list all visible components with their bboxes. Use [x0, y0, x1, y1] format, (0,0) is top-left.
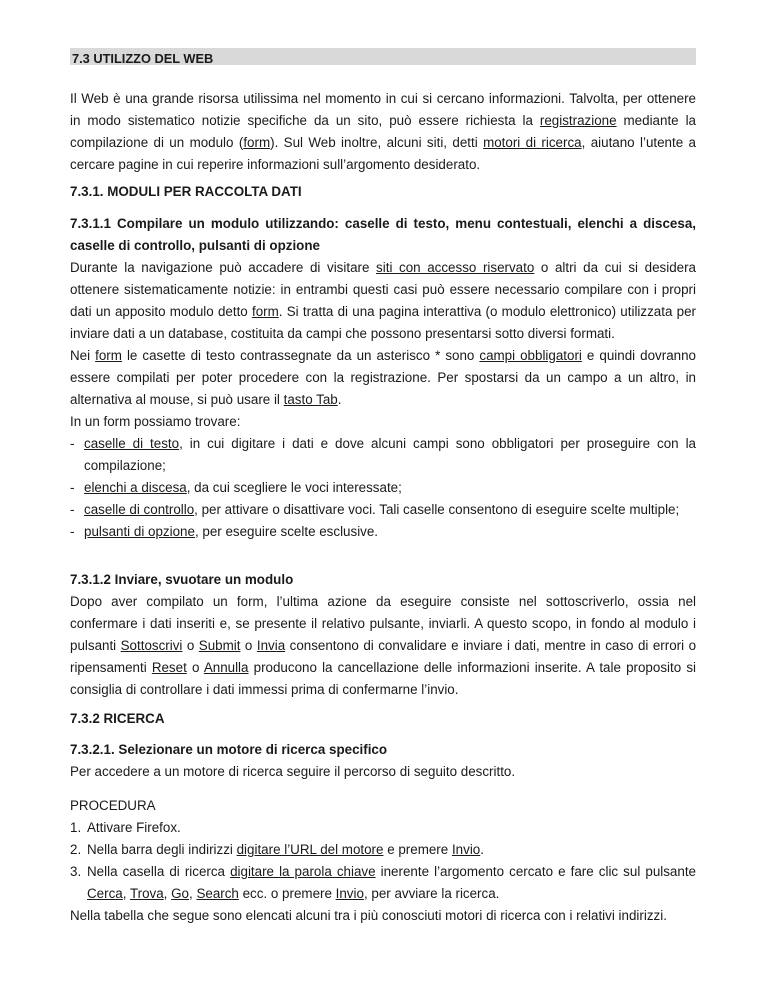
section-732 [70, 708, 696, 730]
key-invio: Invio [451, 842, 481, 857]
paragraph-7311-2 [70, 345, 696, 411]
button-name-submit: Submit [198, 638, 241, 653]
paragraph-7311-3: In un form possiamo trovare: [70, 414, 241, 429]
text: , per attivare o disattivare voci. Tali caselle consentono di eseguire scelte multiple; [194, 502, 680, 517]
intro-text: mediante la compilazione di un modulo ( [70, 113, 697, 150]
link-tasto-tab: tasto Tab [283, 392, 338, 407]
text: , per avviare la ricerca. [363, 886, 500, 901]
intro-text: , aiutano l’utente a cercare pagine in cui reperire informazioni sull’argomento desiderato. [70, 135, 696, 172]
list-dash: - [70, 480, 75, 495]
text: ecc. o premere [238, 886, 336, 901]
button-name-trova: Trova [129, 886, 164, 901]
procedure-label: PROCEDURA [70, 798, 156, 813]
text: , in cui digitare i dati e dove alcuni campi sono obbligatori per proseguire con la compilazione; [84, 436, 697, 473]
step-number: 3. [70, 864, 82, 879]
text: . [480, 842, 484, 857]
subheading-7312: 7.3.1.2 Inviare, svuotare un modulo [70, 572, 294, 587]
button-name-reset: Reset [151, 660, 187, 675]
step-number: 1. [70, 820, 82, 835]
text: , per eseguire scelte esclusive. [194, 524, 379, 539]
text: o altri da cui si desidera ottenere sistematicamente notizie: in entrambi questi casi può essere necessario compilare con i propri dati un apposito modulo detto [70, 260, 696, 319]
link-siti-accesso-riservato: siti con accesso riservato [376, 260, 535, 275]
subheading-7311: 7.3.1.1 Compilare un modulo utilizzando: caselle di testo, menu contestuali, elenchi a discesa, caselle di controllo, pulsanti di opzione [70, 216, 696, 253]
link-digitare-parola-chiave: digitare la parola chiave [230, 864, 376, 879]
text: producono la cancellazione delle informazioni inserite. A tale proposito si consiglia di controllare i dati immessi prima di confermarne l’invio. [70, 660, 696, 697]
link-form: form [95, 348, 122, 363]
paragraph-7311-1 [70, 257, 696, 345]
paragraph-7312 [70, 591, 696, 701]
section-7312 [70, 569, 696, 701]
list-item [70, 477, 696, 499]
section-7321 [70, 739, 696, 783]
text: inerente l’argomento cercato e fare clic sul pulsante [375, 864, 696, 879]
section-7311 [70, 213, 696, 543]
section-title-bar [70, 48, 696, 65]
link-campi-obbligatori: campi obbligatori [479, 348, 582, 363]
text: , [163, 886, 172, 901]
paragraph-7321: Per accedere a un motore di ricerca seguire il percorso di seguito descritto. [70, 764, 516, 779]
button-name-go: Go [171, 886, 189, 901]
text: , da cui scegliere le voci interessate; [186, 480, 402, 495]
button-name-invia: Invia [256, 638, 286, 653]
link-digitare-url: digitare l’URL del motore [236, 842, 384, 857]
text: Nei [70, 348, 96, 363]
text: , [189, 886, 197, 901]
procedure-step [70, 817, 696, 839]
intro-paragraph [70, 88, 696, 176]
paragraph-table-intro: Nella tabella che segue sono elencati alcuni tra i più conosciuti motori di ricerca con i relativi indirizzi. [70, 908, 667, 923]
heading-732: 7.3.2 RICERCA [70, 711, 165, 726]
intro-text: Il Web è una grande risorsa utilissima nel momento in cui si cercano informazioni. Talvolta, per ottenere in modo sistematico notizie specifiche da un sito, può essere richiesta la [70, 91, 696, 128]
text: e quindi dovranno essere compilati per poter procedere con la registrazione. Per spostarsi da un campo a un altro, in alternativa al mouse, si può usare il [70, 348, 696, 407]
subheading-7321: 7.3.2.1. Selezionare un motore di ricerca specifico [70, 742, 388, 757]
key-invio: Invio [335, 886, 364, 901]
section-title: 7.3 UTILIZZO DEL WEB [72, 51, 214, 66]
text: Nella casella di ricerca [87, 864, 231, 879]
text: o [182, 638, 199, 653]
list-item [70, 521, 696, 543]
link-motori-di-ricerca: motori di ricerca [483, 135, 582, 150]
text: consentono di convalidare e inviare i dati, mentre in caso di errori o ripensamenti [70, 638, 697, 675]
text: o [240, 638, 257, 653]
link-elenchi-a-discesa: elenchi a discesa [84, 480, 187, 495]
link-form: form [243, 135, 271, 150]
intro-text: ). Sul Web inoltre, alcuni siti, detti [270, 135, 484, 150]
text: . [337, 392, 342, 407]
button-name-sottoscrivi: Sottoscrivi [120, 638, 183, 653]
list-item [70, 499, 696, 521]
text: , [122, 886, 130, 901]
button-name-cerca: Cerca [87, 886, 123, 901]
list-item [70, 433, 696, 477]
link-registrazione: registrazione [539, 113, 617, 128]
procedure-step [70, 839, 696, 861]
link-caselle-di-controllo: caselle di controllo [84, 502, 195, 517]
button-name-annulla: Annulla [203, 660, 249, 675]
text: . Si tratta di una pagina interattiva (o modulo elettronico) utilizzata per inviare dati a un database, costituita da campi che possono presentarsi sotto diversi formati. [70, 304, 696, 341]
link-pulsanti-di-opzione: pulsanti di opzione [84, 524, 195, 539]
link-caselle-di-testo: caselle di testo [84, 436, 180, 451]
list-dash: - [70, 436, 75, 451]
section-731 [70, 181, 696, 203]
text: Dopo aver compilato un form, l’ultima azione da eseguire consiste nel sottoscriverlo, ossia nel confermare i dati inseriti e, se presente il relativo pulsante, inviarli. A questo scopo, in fondo al modulo i pulsanti [70, 594, 696, 653]
text: le casette di testo contrassegnate da un asterisco * sono [121, 348, 480, 363]
link-form: form [251, 304, 279, 319]
button-name-search: Search [196, 886, 239, 901]
text: Nella barra degli indirizzi [87, 842, 237, 857]
list-dash: - [70, 524, 75, 539]
list-dash: - [70, 502, 75, 517]
heading-731: 7.3.1. MODULI PER RACCOLTA DATI [70, 184, 302, 199]
step-number: 2. [70, 842, 82, 857]
text: o [186, 660, 204, 675]
procedure [70, 795, 696, 927]
text: Attivare Firefox. [87, 820, 181, 835]
text: Durante la navigazione può accadere di visitare [70, 260, 377, 275]
text: e premere [383, 842, 452, 857]
procedure-step [70, 861, 696, 905]
